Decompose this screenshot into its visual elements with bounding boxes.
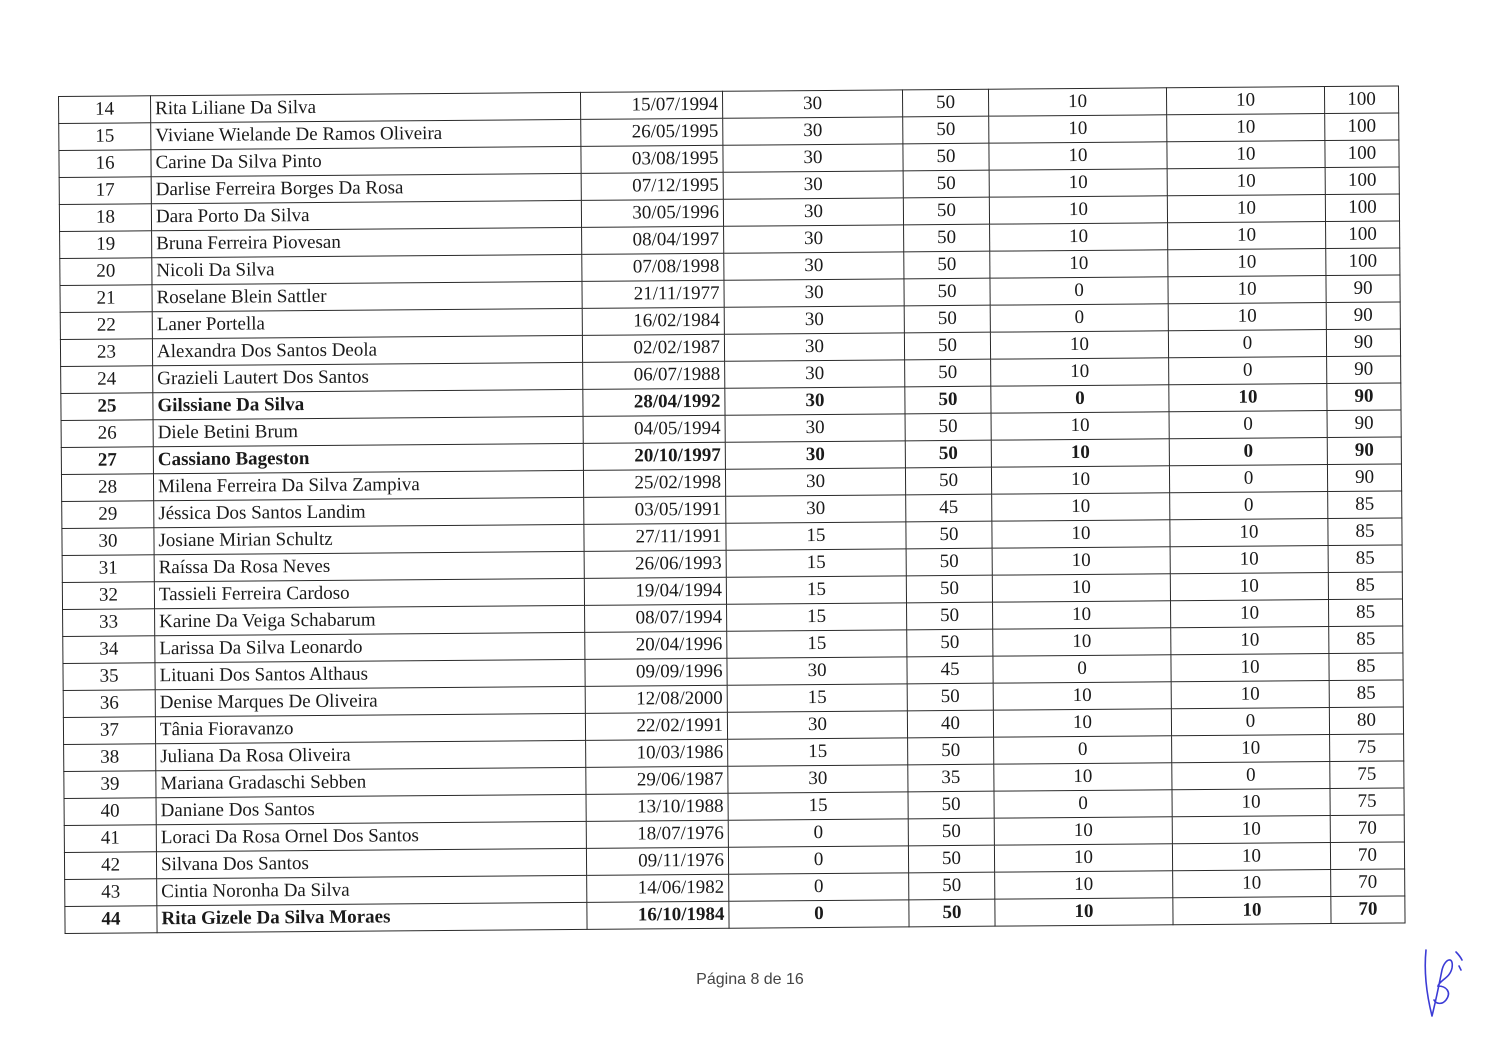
candidate-name: Rita Gizele Da Silva Moraes [157, 902, 587, 932]
score-col-2: 50 [907, 602, 993, 630]
score-col-2: 50 [909, 872, 995, 900]
signature-icon [1412, 930, 1472, 1022]
birth-date: 20/04/1996 [585, 631, 727, 659]
candidate-name: Tassieli Ferreira Cardoso [154, 578, 584, 608]
score-col-1: 30 [725, 414, 905, 442]
candidate-name: Silvana Dos Santos [156, 848, 586, 878]
score-total: 75 [1330, 734, 1404, 762]
score-col-4: 10 [1171, 654, 1329, 682]
score-total: 90 [1326, 302, 1400, 330]
score-col-3: 10 [990, 250, 1168, 278]
score-col-2: 50 [907, 683, 993, 711]
score-col-1: 30 [724, 252, 904, 280]
birth-date: 26/05/1995 [581, 118, 723, 146]
candidate-name: Milena Ferreira Da Silva Zampiva [153, 470, 583, 500]
birth-date: 10/03/1986 [586, 739, 728, 767]
birth-date: 28/04/1992 [583, 388, 725, 416]
row-number: 16 [59, 150, 151, 178]
score-col-1: 0 [728, 846, 908, 874]
row-number: 23 [60, 339, 152, 367]
score-col-3: 10 [993, 601, 1171, 629]
candidate-name: Gilssiane Da Silva [153, 389, 583, 419]
birth-date: 14/06/1982 [587, 874, 729, 902]
candidate-name: Daniane Dos Santos [156, 794, 586, 824]
birth-date: 03/08/1995 [581, 145, 723, 173]
row-number: 22 [60, 312, 152, 340]
candidate-name: Tânia Fioravanzo [155, 713, 585, 743]
candidate-name: Cintia Noronha Da Silva [157, 875, 587, 905]
score-col-1: 15 [728, 792, 908, 820]
row-number: 36 [63, 690, 155, 718]
score-col-2: 45 [907, 656, 993, 684]
candidate-name: Diele Betini Brum [153, 416, 583, 446]
score-col-1: 30 [724, 333, 904, 361]
score-col-4: 10 [1172, 789, 1330, 817]
score-total: 75 [1330, 788, 1404, 816]
score-col-2: 50 [905, 413, 991, 441]
score-total: 85 [1328, 491, 1402, 519]
score-total: 75 [1330, 761, 1404, 789]
score-col-3: 10 [989, 115, 1167, 143]
score-col-3: 10 [994, 763, 1172, 791]
score-col-3: 10 [993, 628, 1171, 656]
score-col-4: 10 [1169, 384, 1327, 412]
score-col-2: 50 [906, 575, 992, 603]
score-col-3: 10 [994, 817, 1172, 845]
row-number: 42 [64, 852, 156, 880]
score-col-2: 50 [904, 224, 990, 252]
score-col-4: 10 [1168, 303, 1326, 331]
score-col-4: 0 [1168, 330, 1326, 358]
candidate-name: Carine Da Silva Pinto [151, 146, 581, 176]
score-total: 100 [1325, 140, 1399, 168]
score-col-4: 0 [1170, 492, 1328, 520]
row-number: 43 [65, 879, 157, 907]
score-col-4: 10 [1168, 249, 1326, 277]
candidate-name: Denise Marques De Oliveira [155, 686, 585, 716]
score-col-1: 15 [727, 603, 907, 631]
candidate-name: Jéssica Dos Santos Landim [154, 497, 584, 527]
score-col-2: 50 [906, 548, 992, 576]
score-total: 80 [1329, 707, 1403, 735]
score-col-3: 10 [995, 871, 1173, 899]
birth-date: 27/11/1991 [584, 523, 726, 551]
score-total: 70 [1330, 842, 1404, 870]
score-total: 85 [1328, 518, 1402, 546]
score-col-1: 15 [728, 738, 908, 766]
birth-date: 19/04/1994 [584, 577, 726, 605]
table-body [59, 86, 1406, 933]
score-col-3: 10 [992, 493, 1170, 521]
row-number: 32 [62, 582, 154, 610]
birth-date: 16/10/1984 [587, 901, 729, 929]
candidate-name: Rita Liliane Da Silva [151, 92, 581, 122]
row-number: 37 [63, 717, 155, 745]
score-total: 85 [1329, 653, 1403, 681]
score-col-4: 10 [1167, 141, 1325, 169]
row-number: 39 [64, 771, 156, 799]
score-col-1: 15 [726, 522, 906, 550]
score-total: 90 [1327, 437, 1401, 465]
score-col-4: 10 [1170, 600, 1328, 628]
score-col-4: 10 [1167, 195, 1325, 223]
score-col-3: 10 [989, 196, 1167, 224]
score-col-2: 50 [903, 143, 989, 171]
candidate-name: Darlise Ferreira Borges Da Rosa [151, 173, 581, 203]
score-col-2: 50 [903, 197, 989, 225]
row-number: 28 [61, 474, 153, 502]
score-col-3: 0 [994, 790, 1172, 818]
score-total: 85 [1328, 545, 1402, 573]
birth-date: 26/06/1993 [584, 550, 726, 578]
score-col-2: 50 [909, 899, 995, 927]
row-number: 18 [59, 204, 151, 232]
score-col-3: 0 [990, 277, 1168, 305]
birth-date: 03/05/1991 [584, 496, 726, 524]
score-col-3: 10 [993, 682, 1171, 710]
birth-date: 22/02/1991 [585, 712, 727, 740]
score-col-4: 10 [1170, 573, 1328, 601]
score-col-1: 30 [725, 360, 905, 388]
birth-date: 13/10/1988 [586, 793, 728, 821]
birth-date: 07/12/1995 [581, 172, 723, 200]
score-total: 100 [1325, 167, 1399, 195]
score-col-1: 30 [725, 468, 905, 496]
candidate-name: Roselane Blein Sattler [152, 281, 582, 311]
row-number: 20 [60, 258, 152, 286]
row-number: 33 [63, 609, 155, 637]
score-col-3: 10 [991, 412, 1169, 440]
score-col-2: 50 [905, 440, 991, 468]
candidate-name: Bruna Ferreira Piovesan [152, 227, 582, 257]
score-col-2: 50 [905, 467, 991, 495]
scores-table [58, 85, 1406, 934]
score-total: 100 [1324, 86, 1398, 114]
score-col-2: 50 [904, 251, 990, 279]
candidate-name: Karine Da Veiga Schabarum [155, 605, 585, 635]
row-number: 41 [64, 825, 156, 853]
score-col-1: 0 [728, 819, 908, 847]
score-total: 100 [1326, 221, 1400, 249]
candidate-name: Loraci Da Rosa Ornel Dos Santos [156, 821, 586, 851]
birth-date: 12/08/2000 [585, 685, 727, 713]
birth-date: 02/02/1987 [582, 334, 724, 362]
row-number: 26 [61, 420, 153, 448]
score-col-2: 50 [903, 170, 989, 198]
score-col-4: 10 [1167, 168, 1325, 196]
row-number: 35 [63, 663, 155, 691]
birth-date: 30/05/1996 [581, 199, 723, 227]
candidate-name: Nicoli Da Silva [152, 254, 582, 284]
score-col-4: 10 [1166, 87, 1324, 115]
score-col-3: 10 [991, 466, 1169, 494]
score-col-1: 30 [727, 657, 907, 685]
score-total: 100 [1326, 248, 1400, 276]
row-number: 25 [61, 393, 153, 421]
score-col-2: 40 [907, 710, 993, 738]
candidate-name: Dara Porto Da Silva [151, 200, 581, 230]
score-col-3: 10 [991, 358, 1169, 386]
score-col-2: 50 [906, 521, 992, 549]
score-col-4: 0 [1169, 357, 1327, 385]
score-col-4: 0 [1172, 762, 1330, 790]
candidate-name: Cassiano Bageston [153, 443, 583, 473]
candidate-name: Larissa Da Silva Leonardo [155, 632, 585, 662]
score-col-4: 10 [1173, 897, 1331, 925]
candidate-name: Grazieli Lautert Dos Santos [153, 362, 583, 392]
score-total: 90 [1327, 410, 1401, 438]
score-col-2: 50 [903, 116, 989, 144]
score-col-3: 10 [989, 142, 1167, 170]
score-col-3: 10 [993, 709, 1171, 737]
score-col-4: 10 [1172, 843, 1330, 871]
score-col-1: 30 [723, 144, 903, 172]
score-col-2: 45 [906, 494, 992, 522]
score-col-4: 10 [1167, 114, 1325, 142]
birth-date: 18/07/1976 [586, 820, 728, 848]
score-col-4: 10 [1173, 870, 1331, 898]
score-total: 85 [1328, 599, 1402, 627]
row-number: 31 [62, 555, 154, 583]
birth-date: 04/05/1994 [583, 415, 725, 443]
row-number: 34 [63, 636, 155, 664]
birth-date: 21/11/1977 [582, 280, 724, 308]
score-col-2: 50 [904, 278, 990, 306]
score-col-3: 10 [991, 439, 1169, 467]
score-col-4: 10 [1171, 681, 1329, 709]
score-col-2: 50 [904, 332, 990, 360]
row-number: 44 [65, 906, 157, 934]
birth-date: 09/11/1976 [586, 847, 728, 875]
score-col-3: 10 [992, 520, 1170, 548]
score-col-4: 10 [1168, 222, 1326, 250]
score-col-2: 35 [908, 764, 994, 792]
score-col-4: 0 [1169, 438, 1327, 466]
score-col-4: 0 [1169, 411, 1327, 439]
birth-date: 08/04/1997 [582, 226, 724, 254]
score-col-1: 30 [723, 198, 903, 226]
score-col-2: 50 [905, 386, 991, 414]
row-number: 15 [59, 123, 151, 151]
row-number: 38 [64, 744, 156, 772]
score-col-1: 30 [724, 306, 904, 334]
score-col-1: 30 [725, 387, 905, 415]
birth-date: 08/07/1994 [585, 604, 727, 632]
score-col-3: 10 [992, 574, 1170, 602]
score-total: 85 [1329, 626, 1403, 654]
score-col-3: 0 [994, 736, 1172, 764]
score-col-1: 30 [723, 171, 903, 199]
score-col-2: 50 [905, 359, 991, 387]
score-col-2: 50 [907, 629, 993, 657]
score-col-1: 15 [727, 630, 907, 658]
row-number: 21 [60, 285, 152, 313]
candidate-name: Juliana Da Rosa Oliveira [156, 740, 586, 770]
score-col-4: 10 [1168, 276, 1326, 304]
birth-date: 07/08/1998 [582, 253, 724, 281]
score-col-3: 10 [988, 88, 1166, 116]
score-col-1: 30 [727, 711, 907, 739]
score-col-3: 0 [991, 385, 1169, 413]
score-total: 70 [1330, 815, 1404, 843]
score-col-3: 0 [990, 304, 1168, 332]
score-total: 90 [1326, 275, 1400, 303]
birth-date: 15/07/1994 [580, 91, 722, 119]
score-total: 90 [1327, 383, 1401, 411]
score-col-1: 30 [722, 90, 902, 118]
score-col-3: 10 [990, 223, 1168, 251]
score-col-1: 30 [728, 765, 908, 793]
score-total: 85 [1328, 572, 1402, 600]
score-total: 70 [1331, 896, 1405, 924]
row-number: 30 [62, 528, 154, 556]
page-number: Página 8 de 16 [696, 971, 804, 988]
candidate-name: Lituani Dos Santos Althaus [155, 659, 585, 689]
score-col-2: 50 [908, 737, 994, 765]
score-total: 90 [1326, 329, 1400, 357]
row-number: 19 [60, 231, 152, 259]
row-number: 14 [59, 96, 151, 124]
score-col-4: 0 [1169, 465, 1327, 493]
row-number: 29 [62, 501, 154, 529]
birth-date: 20/10/1997 [583, 442, 725, 470]
score-sheet [58, 85, 1405, 933]
score-col-3: 10 [994, 844, 1172, 872]
score-col-2: 50 [908, 791, 994, 819]
score-total: 100 [1325, 194, 1399, 222]
score-col-4: 0 [1171, 708, 1329, 736]
score-col-2: 50 [902, 89, 988, 117]
candidate-name: Mariana Gradaschi Sebben [156, 767, 586, 797]
score-col-3: 0 [993, 655, 1171, 683]
score-col-2: 50 [908, 818, 994, 846]
score-total: 70 [1331, 869, 1405, 897]
row-number: 40 [64, 798, 156, 826]
score-col-1: 15 [726, 576, 906, 604]
score-col-1: 30 [723, 117, 903, 145]
score-col-4: 10 [1172, 735, 1330, 763]
score-col-3: 10 [995, 898, 1173, 926]
birth-date: 06/07/1988 [583, 361, 725, 389]
score-col-3: 10 [990, 331, 1168, 359]
birth-date: 16/02/1984 [582, 307, 724, 335]
score-col-1: 15 [726, 549, 906, 577]
candidate-name: Josiane Mirian Schultz [154, 524, 584, 554]
score-total: 85 [1329, 680, 1403, 708]
score-col-1: 0 [729, 900, 909, 928]
score-col-1: 30 [726, 495, 906, 523]
score-col-4: 10 [1172, 816, 1330, 844]
score-col-4: 10 [1170, 546, 1328, 574]
score-col-1: 30 [724, 225, 904, 253]
row-number: 27 [61, 447, 153, 475]
score-total: 100 [1325, 113, 1399, 141]
score-col-4: 10 [1170, 519, 1328, 547]
candidate-name: Viviane Wielande De Ramos Oliveira [151, 119, 581, 149]
birth-date: 09/09/1996 [585, 658, 727, 686]
candidate-name: Laner Portella [152, 308, 582, 338]
candidate-name: Alexandra Dos Santos Deola [152, 335, 582, 365]
score-col-1: 15 [727, 684, 907, 712]
row-number: 24 [61, 366, 153, 394]
score-col-3: 10 [992, 547, 1170, 575]
score-col-2: 50 [904, 305, 990, 333]
score-col-1: 0 [729, 873, 909, 901]
candidate-name: Raíssa Da Rosa Neves [154, 551, 584, 581]
score-col-2: 50 [908, 845, 994, 873]
birth-date: 25/02/1998 [583, 469, 725, 497]
score-total: 90 [1327, 356, 1401, 384]
score-col-1: 30 [725, 441, 905, 469]
score-col-1: 30 [724, 279, 904, 307]
score-col-4: 10 [1171, 627, 1329, 655]
score-total: 90 [1327, 464, 1401, 492]
score-col-3: 10 [989, 169, 1167, 197]
row-number: 17 [59, 177, 151, 205]
birth-date: 29/06/1987 [586, 766, 728, 794]
